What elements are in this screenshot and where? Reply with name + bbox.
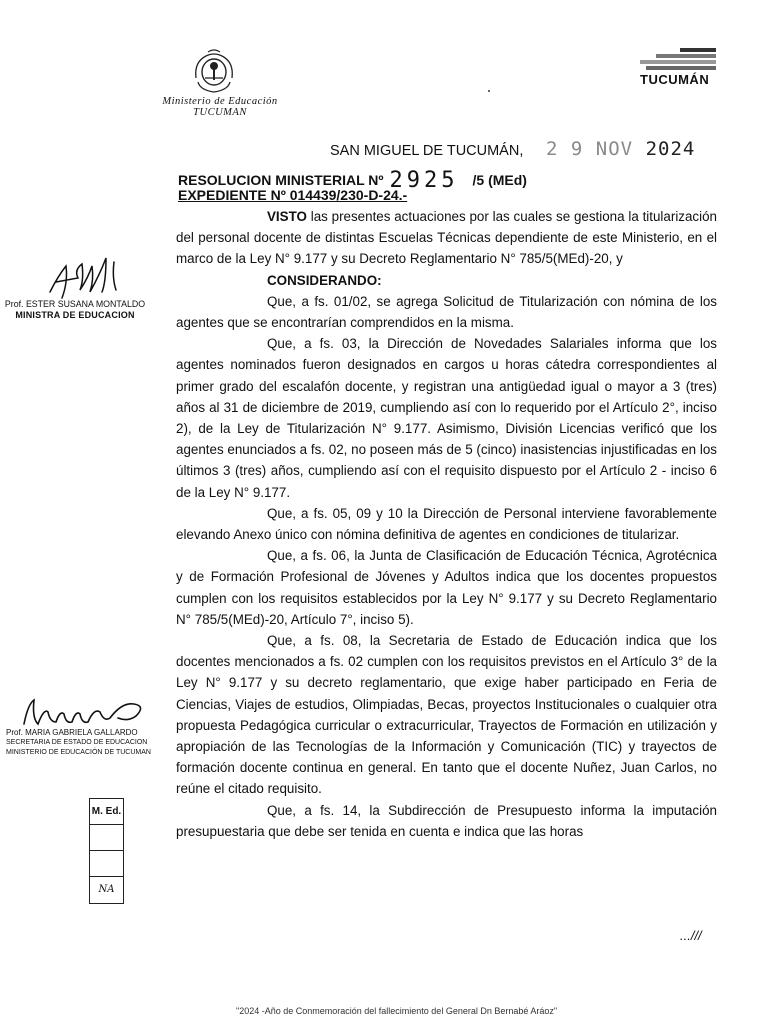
- stamp-label: M. Ed.: [90, 799, 123, 825]
- resolution-label: RESOLUCION MINISTERIAL Nº: [178, 172, 384, 188]
- signature-secretary-name: Prof. MARIA GABRIELA GALLARDO: [6, 728, 138, 737]
- signature-minister-block: [0, 299, 150, 321]
- ministry-line-2: TUCUMAN: [193, 107, 247, 118]
- signature-secretary-org: MINISTERIO DE EDUCACIÓN DE TUCUMAN: [6, 749, 151, 756]
- document-body: [176, 206, 717, 842]
- signature-minister-name: Prof. ESTER SUSANA MONTALDO: [4, 299, 146, 309]
- paragraph: Que, a fs. 06, la Junta de Clasificación de Educación Técnica, Agrotécnica y de Formación Profesional de Jóvenes y Adultos indica que los docentes propuestos cumplen con los requisitos establecidos por la Ley N° 9.177 y su Decreto Reglamentario N° 785/5(MEd)-20, Artículo 7°, inciso 5).: [176, 548, 717, 627]
- paragraph: Que, a fs. 08, la Secretaria de Estado de Educación indica que los docentes mencionados a fs. 02 cumplen con los requisitos previstos en el Artículo 3° de la Ley N° 9.177 y su decreto reglamentario, que exige haber participado en Feria de Ciencias, Viajes de estudios, Olimpiadas, Becas, proyectos Institucionales o cualquier otra propuesta Pedagógica curricular o extracurricular, Trayectos de Formación en utilización y apropiación de las Tecnologías de la Información y Comunicación (TIC) y trayectos de formación docente continua en general. En tanto que el docente Nuñez, Juan Carlos, no reúne el citado requisito.: [176, 633, 717, 797]
- visto-text: las presentes actuaciones por las cuales se gestiona la titularización del personal docente de distintas Escuelas Técnicas dependiente de este Ministerio, en el marco de la Ley N° 9.177 y su Decreto Reglamentario N° 785/5(MEd)-20, y: [176, 209, 717, 267]
- provincial-seal-icon: [192, 48, 236, 94]
- paragraph: Que, a fs. 01/02, se agrega Solicitud de Titularización con nómina de los agentes que se encontrarían comprendidos en la misma.: [176, 293, 717, 331]
- ministry-stamp-box: [89, 798, 124, 904]
- date-place: SAN MIGUEL DE TUCUMÁN,: [330, 143, 524, 159]
- stamp-initials: NA: [98, 884, 115, 895]
- paragraph: Que, a fs. 03, la Dirección de Novedades Salariales informa que los agentes nominados fueron designados en cargos u horas cátedra correspondientes al primer grado del escalafón docente, y registran una antigüedad igual o mayor a 3 (tres) años al 31 de diciembre de 2019, cumpliendo así con lo requerido por el Artículo 2°, inciso 2), de la Ley de Titularización N° 9.177. Asimismo, División Licencias verificó que los agentes enunciados a fs. 02, no poseen más de 5 (cinco) inasistencias injustificadas en los últimos 3 (tres) años, cumpliendo así con el requisito dispuesto por el Artículo 2 - inciso 6 de la Ley N° 9.177.: [176, 336, 717, 500]
- paragraph: Que, a fs. 05, 09 y 10 la Dirección de Personal interviene favorablemente elevando Anexo único con nómina definitiva de agentes en condiciones de titularizar.: [176, 505, 717, 543]
- considerando-heading: CONSIDERANDO:: [267, 272, 382, 288]
- resolution-suffix: /5 (MEd): [472, 172, 527, 188]
- date-stamp-month: NOV: [595, 138, 634, 160]
- ministry-line-1: Ministerio de Educación: [162, 96, 278, 107]
- date-stamp-year: 2024: [645, 138, 696, 160]
- expediente-number: EXPEDIENTE Nº 014439/230-D-24.-: [178, 187, 408, 203]
- resolution-number: 2925: [389, 168, 459, 193]
- signature-minister: [44, 252, 134, 302]
- stamp-cell-empty: [90, 851, 123, 877]
- tucuman-logo: [640, 48, 716, 87]
- signature-secretary-block: [6, 728, 156, 758]
- ministry-name: [138, 96, 302, 118]
- date-stamp-day: 2 9: [546, 138, 584, 160]
- signature-minister-title: MINISTRA DE EDUCACION: [15, 310, 135, 320]
- signature-secretary: [18, 694, 158, 730]
- logo-bars-icon: [640, 48, 716, 70]
- logo-text: TUCUMÁN: [640, 72, 710, 87]
- date-stamp: [546, 138, 695, 160]
- signature-secretary-role: SECRETARIA DE ESTADO DE EDUCACION: [6, 739, 148, 746]
- stamp-cell-empty: [90, 825, 123, 851]
- visto-paragraph: [176, 206, 717, 270]
- visto-label: VISTO: [267, 209, 307, 224]
- footer-motto: "2024 -Año de Conmemoración del fallecimiento del General Dn Bernabé Aráoz": [236, 1006, 558, 1016]
- paragraph: Que, a fs. 14, la Subdirección de Presupuesto informa la imputación presupuestaria que debe ser tenida en cuenta e indica que las horas: [176, 802, 717, 839]
- speck-mark: [488, 90, 490, 92]
- continuation-mark: ...///: [680, 928, 702, 943]
